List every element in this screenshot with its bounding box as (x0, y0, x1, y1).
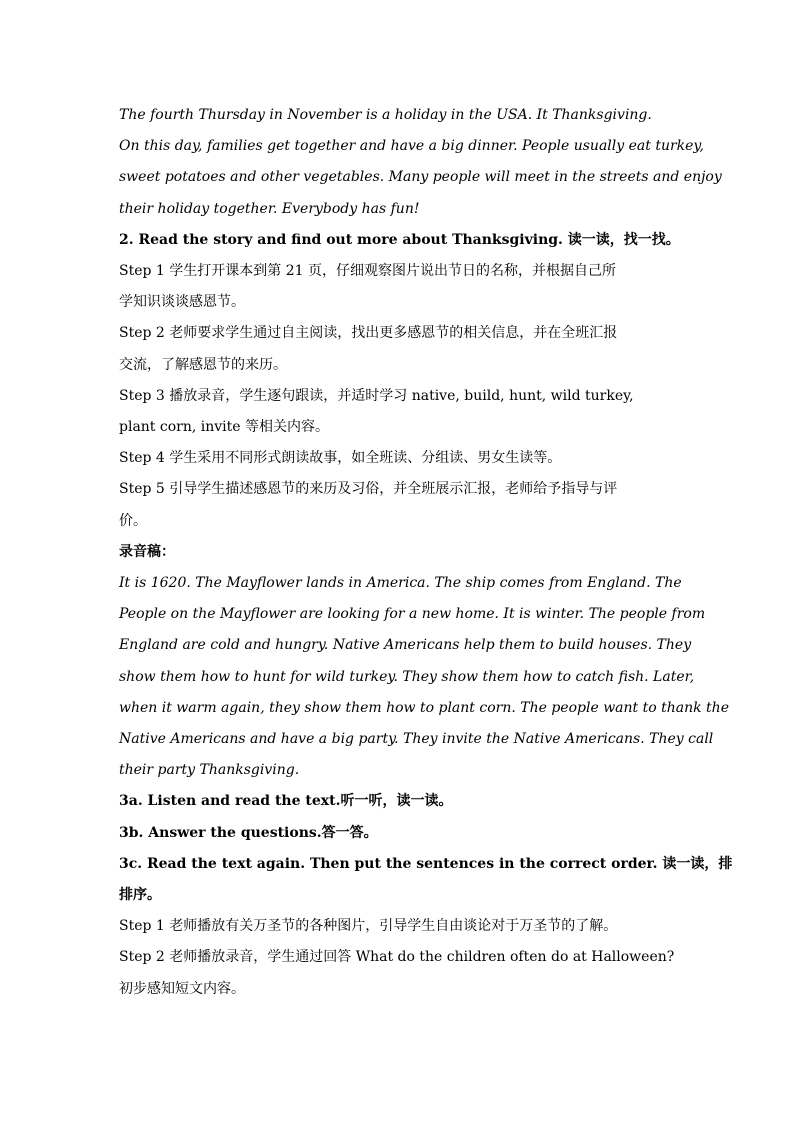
transcript-line: show them how to hunt for wild turkey. They show them how to catch fish. Later, (119, 668, 695, 685)
transcript-heading: 录音稿： (119, 543, 175, 560)
step-line: 交流，了解感恩节的来历。 (119, 356, 287, 373)
section-heading: 2. Read the story and find out more about Thanksgiving. 读一读，找一找。 (119, 231, 680, 248)
transcript-line: People on the Mayflower are looking for a new home. It is winter. The people from (119, 606, 706, 623)
step-line: plant corn, invite 等相关内容。 (119, 419, 329, 436)
paragraph-line: The fourth Thursday in November is a holiday in the USA. It Thanksgiving. (119, 107, 652, 123)
step-line: Step 2 老师播放录音，学生通过回答 What do the children often do at Halloween? (119, 949, 675, 966)
section-heading: 3b. Answer the questions.答一答。 (119, 824, 378, 841)
step-line: 学知识谈谈感恩节。 (119, 294, 245, 311)
paragraph-line: sweet potatoes and other vegetables. Many people will meet in the streets and enjoy (119, 169, 722, 186)
transcript-line: when it warm again, they show them how to plant corn. The people want to thank the (119, 699, 729, 716)
paragraph-line: their holiday together. Everybody has fun! (119, 200, 420, 217)
step-line: Step 1 老师播放有关万圣节的各种图片，引导学生自由谈论对于万圣节的了解。 (119, 918, 618, 935)
section-heading: 3c. Read the text again. Then put the sentences in the correct order. 读一读，排 (119, 855, 733, 872)
step-line: 初步感知短文内容。 (119, 980, 245, 997)
step-line: Step 2 老师要求学生通过自主阅读，找出更多感恩节的相关信息，并在全班汇报 (119, 325, 618, 342)
step-line: Step 5 引导学生描述感恩节的来历及习俗，并全班展示汇报，老师给予指导与评 (119, 481, 618, 498)
transcript-line: England are cold and hungry. Native Americans help them to build houses. They (119, 637, 692, 654)
transcript-line: Native Americans and have a big party. They invite the Native Americans. They call (119, 731, 714, 748)
section-heading: 排序。 (119, 887, 161, 904)
transcript-line: It is 1620. The Mayflower lands in America. The ship comes from England. The (119, 575, 682, 592)
step-line: 价。 (119, 512, 147, 529)
step-line: Step 3 播放录音，学生逐句跟读，并适时学习 native, build, hunt, wild turkey, (119, 387, 634, 404)
section-heading: 3a. Listen and read the text.听一听，读一读。 (119, 793, 453, 810)
step-line: Step 1 学生打开课本到第 21 页，仔细观察图片说出节日的名称，并根据自己所 (119, 263, 616, 280)
step-line: Step 4 学生采用不同形式朗读故事，如全班读、分组读、男女生读等。 (119, 450, 562, 467)
transcript-line: their party Thanksgiving. (119, 762, 300, 779)
document-body (119, 100, 733, 1005)
paragraph-line: On this day, families get together and have a big dinner. People usually eat turkey, (119, 138, 704, 155)
